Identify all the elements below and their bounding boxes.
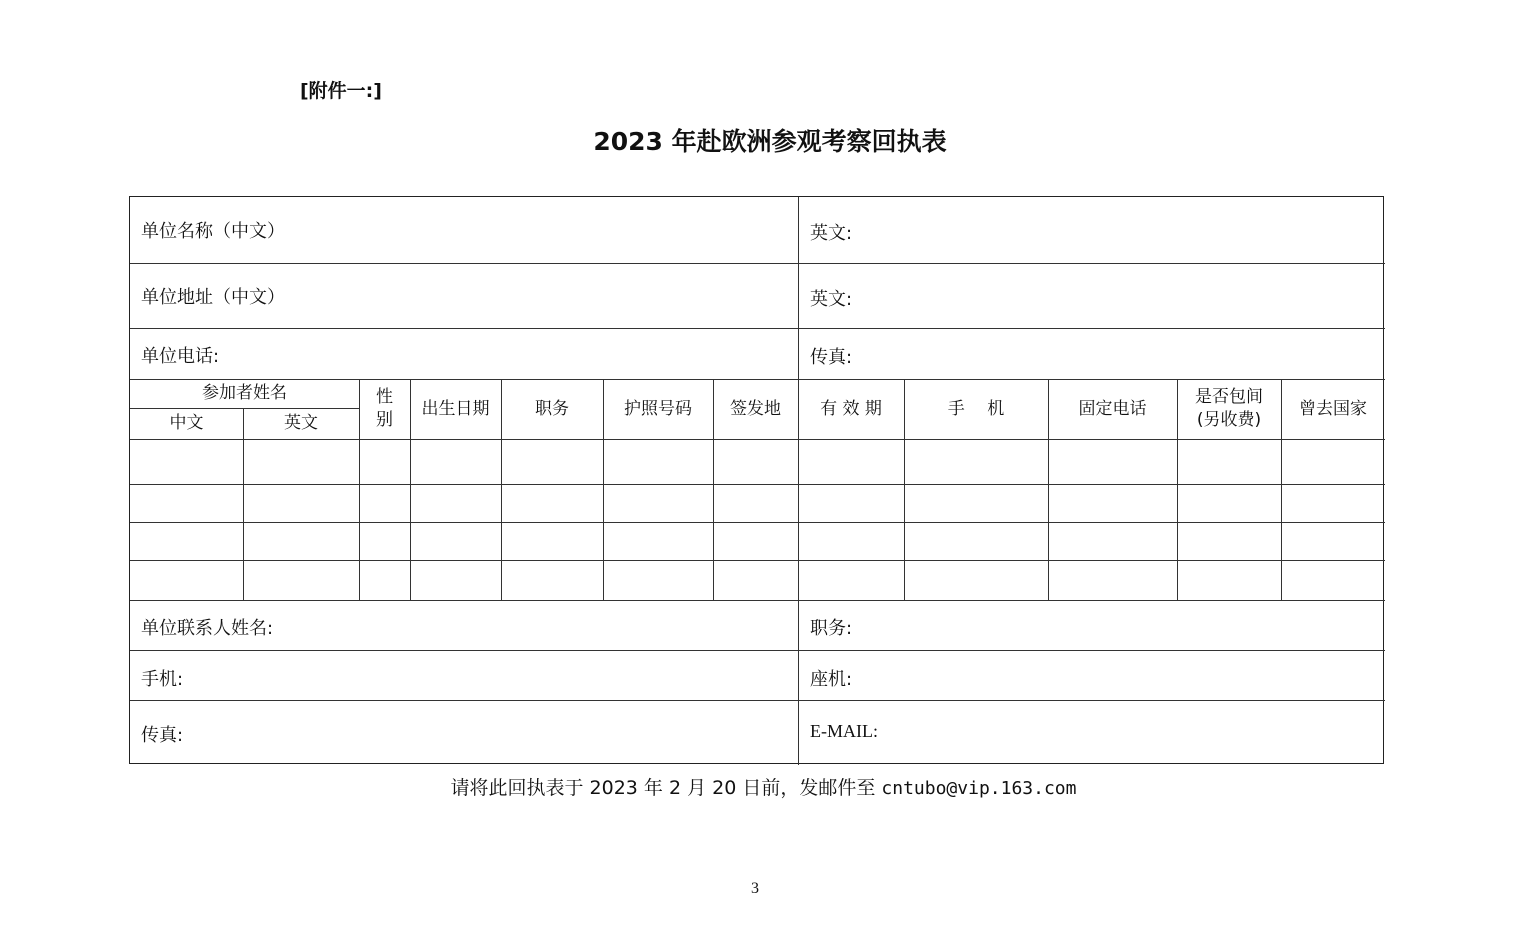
participant-cell[interactable]: [713, 560, 798, 600]
visited-countries-header: 曾去国家: [1299, 398, 1367, 419]
participant-cell[interactable]: [1048, 484, 1177, 522]
birth-date-header: 出生日期: [421, 398, 490, 419]
gender-header-line1: 性: [376, 387, 393, 408]
form-title: 2023 年赴欧洲参观考察回执表: [593, 127, 947, 156]
footer-note-email[interactable]: cntubo@vip.163.com: [881, 778, 1077, 799]
contact-mobile-label: 手机:: [141, 669, 184, 690]
participant-cell[interactable]: [904, 560, 1048, 600]
participant-cell[interactable]: [713, 439, 798, 484]
single-room-header: [1177, 379, 1281, 439]
participant-cell[interactable]: [410, 439, 501, 484]
participant-cell[interactable]: [1281, 522, 1385, 560]
footer-note-text: 请将此回执表于 2023 年 2 月 20 日前，发邮件至: [450, 777, 882, 799]
participant-cell[interactable]: [798, 484, 904, 522]
participant-cell[interactable]: [713, 484, 798, 522]
participant-cell[interactable]: [410, 560, 501, 600]
mobile-header: 手 机: [947, 398, 1005, 419]
issue-place-header: 签发地: [730, 398, 781, 419]
company-name-en-label: 英文:: [810, 223, 853, 244]
participant-cell[interactable]: [501, 439, 603, 484]
participant-cell[interactable]: [904, 522, 1048, 560]
participant-cell[interactable]: [603, 439, 713, 484]
participant-cell[interactable]: [359, 522, 410, 560]
position-header: 职务: [535, 398, 569, 419]
participant-cell[interactable]: [501, 484, 603, 522]
participant-cell[interactable]: [359, 560, 410, 600]
reply-form-table: [129, 196, 1384, 764]
participant-cell[interactable]: [603, 522, 713, 560]
company-fax-label: 传真:: [810, 347, 853, 368]
participant-cell[interactable]: [410, 522, 501, 560]
participant-cell[interactable]: [603, 560, 713, 600]
contact-email-label: E-MAIL:: [810, 721, 878, 741]
participant-cell[interactable]: [410, 484, 501, 522]
single-room-header-line2: (另收费): [1196, 410, 1262, 430]
participant-cell[interactable]: [243, 484, 359, 522]
participant-cell[interactable]: [243, 439, 359, 484]
participant-cell[interactable]: [130, 484, 243, 522]
participant-cell[interactable]: [1177, 439, 1281, 484]
participant-cell[interactable]: [1281, 439, 1385, 484]
contact-position-label: 职务:: [810, 618, 853, 639]
participant-name-header: 参加者姓名: [202, 383, 287, 404]
page-number: 3: [751, 880, 759, 897]
validity-header: 有 效 期: [820, 398, 882, 419]
participant-cell[interactable]: [1048, 560, 1177, 600]
single-room-header-line1: 是否包间: [1195, 387, 1263, 408]
participant-cell[interactable]: [1177, 484, 1281, 522]
participant-cell[interactable]: [603, 484, 713, 522]
participant-cell[interactable]: [1281, 484, 1385, 522]
participant-cell[interactable]: [1048, 522, 1177, 560]
participant-cell[interactable]: [798, 522, 904, 560]
passport-number-header: 护照号码: [624, 398, 692, 419]
participant-cell[interactable]: [501, 522, 603, 560]
participant-cell[interactable]: [798, 439, 904, 484]
participant-cell[interactable]: [130, 439, 243, 484]
participant-cell[interactable]: [1177, 522, 1281, 560]
participant-cell[interactable]: [1281, 560, 1385, 600]
gender-header: [359, 379, 410, 439]
participant-name-cn-header: 中文: [169, 413, 204, 434]
participant-cell[interactable]: [130, 560, 243, 600]
participant-cell[interactable]: [798, 560, 904, 600]
footer-note: [0, 773, 1527, 800]
participant-cell[interactable]: [501, 560, 603, 600]
participant-cell[interactable]: [904, 484, 1048, 522]
participant-cell[interactable]: [359, 484, 410, 522]
participant-cell[interactable]: [243, 560, 359, 600]
participant-cell[interactable]: [904, 439, 1048, 484]
company-address-en-label: 英文:: [810, 289, 853, 310]
contact-fax-label: 传真:: [141, 725, 184, 746]
participant-cell[interactable]: [130, 522, 243, 560]
contact-landline-label: 座机:: [810, 669, 853, 690]
contact-name-label: 单位联系人姓名:: [141, 618, 274, 639]
participant-name-en-header: 英文: [284, 413, 318, 434]
company-address-cn-label: 单位地址（中文）: [141, 287, 285, 308]
company-phone-label: 单位电话:: [141, 346, 220, 367]
landline-header: 固定电话: [1078, 398, 1147, 419]
participant-cell[interactable]: [1177, 560, 1281, 600]
gender-header-line2: 别: [376, 410, 393, 430]
company-name-cn-label: 单位名称（中文）: [141, 221, 285, 242]
participant-cell[interactable]: [713, 522, 798, 560]
attachment-label: [附件一:]: [300, 80, 382, 102]
participant-cell[interactable]: [359, 439, 410, 484]
participant-cell[interactable]: [1048, 439, 1177, 484]
participant-cell[interactable]: [243, 522, 359, 560]
